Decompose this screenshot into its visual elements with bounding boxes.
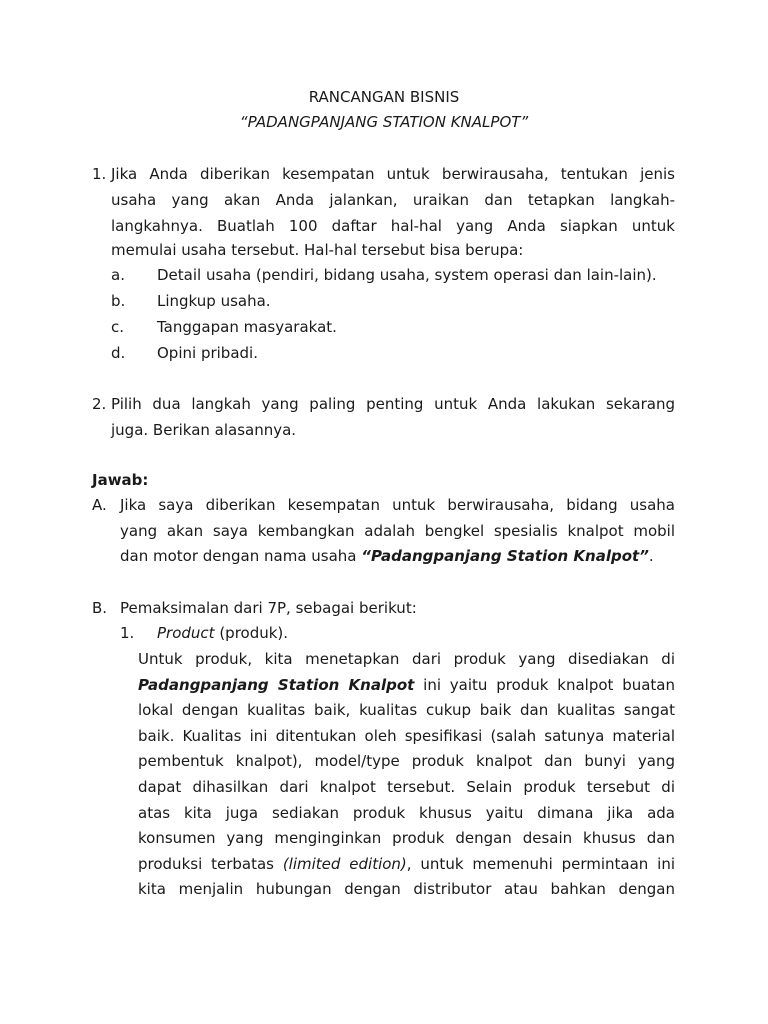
list-item-text: Tanggapan masyarakat. [157, 318, 337, 336]
answer-a-label: A. [92, 496, 107, 514]
question-2-line: juga. Berikan alasannya. [111, 421, 297, 439]
paragraph-line: dapat dihasilkan dari knalpot tersebut. Selain produk tersebut di [138, 778, 675, 796]
answer-a-line [120, 546, 654, 566]
answer-a-line: yang akan saya kembangkan adalah bengkel spesialis knalpot mobil [120, 522, 675, 540]
question-2-line: Pilih dua langkah yang paling penting untuk Anda lakukan sekarang [111, 395, 675, 413]
list-item-letter: d. [111, 344, 126, 362]
paragraph-line: kita menjalin hubungan dengan distributor atau bahkan dengan [138, 880, 675, 898]
sub-item-rest: (produk). [214, 624, 289, 642]
business-name: Padangpanjang Station Knalpot [138, 676, 415, 694]
paragraph-line: baik. Kualitas ini ditentukan oleh spesifikasi (salah satunya material [138, 727, 675, 745]
list-item-text: Lingkup usaha. [157, 292, 271, 310]
paragraph-line: konsumen yang menginginkan produk dengan desain khusus dan [138, 829, 675, 847]
answer-b-label: B. [92, 599, 108, 617]
document-subtitle: “PADANGPANJANG STATION KNALPOT” [239, 113, 529, 131]
question-2-number: 2. [92, 395, 107, 413]
answer-a-text: dan motor dengan nama usaha [120, 547, 362, 565]
paragraph-line: lokal dengan kualitas baik, kualitas cukup baik dan kualitas sangat [138, 701, 675, 719]
answer-a-line: Jika saya diberikan kesempatan untuk berwirausaha, bidang usaha [120, 496, 675, 514]
list-item-text: Opini pribadi. [157, 344, 258, 362]
paragraph-text: , untuk memenuhi permintaan ini [406, 855, 675, 873]
question-1-line: usaha yang akan Anda jalankan, uraikan dan tetapkan langkah- [111, 191, 675, 209]
list-item-letter: c. [111, 318, 125, 336]
business-name: “Padangpanjang Station Knalpot” [361, 547, 649, 565]
list-item-text: Detail usaha (pendiri, bidang usaha, system operasi dan lain-lain). [157, 266, 657, 284]
paragraph-line: Untuk produk, kita menetapkan dari produk yang disediakan di [138, 650, 675, 668]
document-title: RANCANGAN BISNIS [308, 88, 460, 106]
answer-a-period: . [648, 547, 654, 565]
list-item-letter: a. [111, 266, 125, 284]
paragraph-text: ini yaitu produk knalpot buatan [414, 676, 676, 694]
answer-heading: Jawab: [92, 471, 149, 489]
paragraph-line [138, 854, 675, 874]
sub-item-number: 1. [120, 624, 135, 642]
question-1-number: 1. [92, 165, 107, 183]
paragraph-text: produksi terbatas [138, 855, 283, 873]
sub-item-italic: Product [157, 624, 215, 642]
paragraph-line [138, 675, 675, 695]
question-1-line: langkahnya. Buatlah 100 daftar hal-hal yang Anda siapkan untuk [111, 217, 675, 235]
paragraph-italic: (limited edition) [282, 855, 407, 873]
paragraph-line: atas kita juga sediakan produk khusus yaitu dimana jika ada [138, 804, 675, 822]
list-item-letter: b. [111, 292, 126, 310]
sub-item-text [157, 623, 288, 643]
question-1-line: Jika Anda diberikan kesempatan untuk berwirausaha, tentukan jenis [111, 165, 675, 183]
paragraph-line: pembentuk knalpot), model/type produk knalpot dan bunyi yang [138, 752, 675, 770]
answer-b-text: Pemaksimalan dari 7P, sebagai berikut: [120, 599, 417, 617]
question-1-line: memulai usaha tersebut. Hal-hal tersebut bisa berupa: [111, 241, 524, 259]
